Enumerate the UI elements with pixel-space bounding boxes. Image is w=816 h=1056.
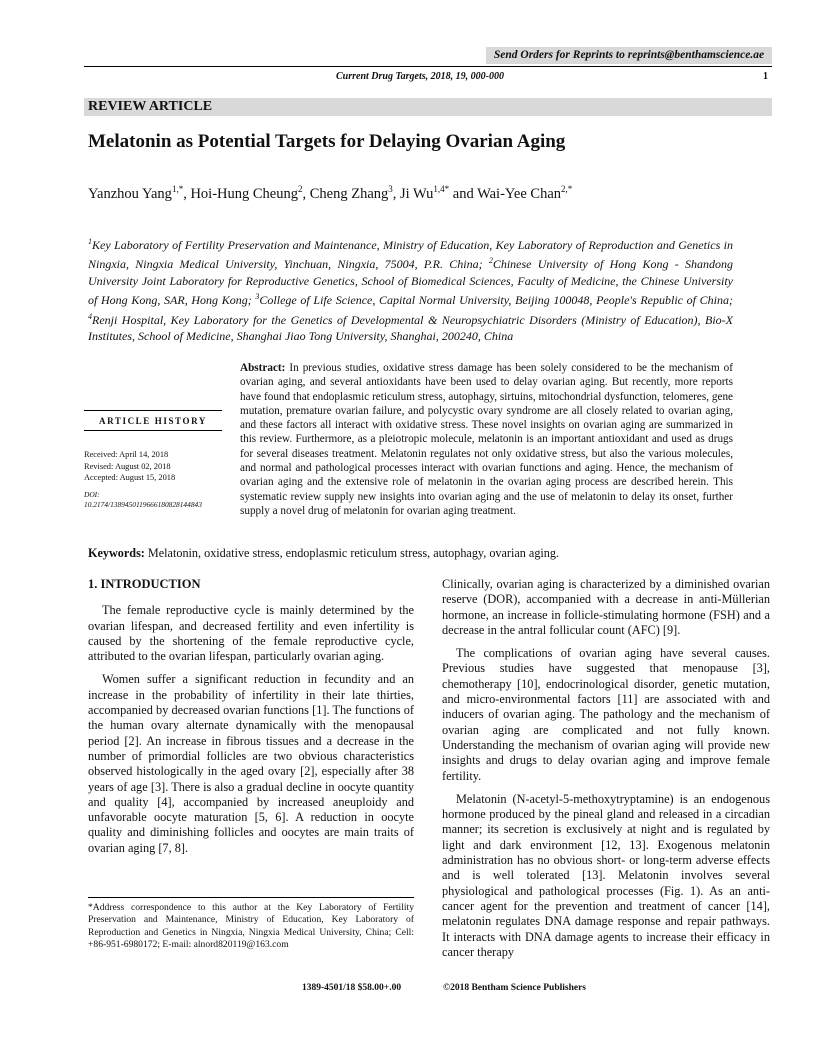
abstract-label: Abstract: (240, 362, 286, 374)
accepted-date: Accepted: August 15, 2018 (84, 473, 176, 482)
copyright: ©2018 Bentham Science Publishers (443, 983, 587, 993)
paragraph: The female reproductive cycle is mainly determined by the ovarian lifespan, and decreased fertility and even infertility is caused by the shortening of the female reproductive cycle, attributed to the ovarian lifespan, particularly ovarian aging. (88, 603, 414, 664)
author-separator: , (392, 185, 401, 202)
left-column (88, 577, 414, 864)
author-name: Wai-Yee Chan (477, 185, 562, 202)
affiliation-marker: 4 (88, 311, 92, 321)
section-label: REVIEW ARTICLE (88, 99, 213, 114)
author-affiliation-marker: 2 (297, 184, 303, 194)
paragraph: Women suffer a significant reduction in fecundity and an increase in the probability of infertility in their late thirties, accompanied by decreased ovarian functions [1]. The functions of the human ovary alternate dynamically with the menopausal period [2]. An increase in fibrous tissues and a decrease in the number of primordial follicles are two obvious characteristics observed histologically in the aged ovary [2], especially after 38 years of age [3]. There is also a gradual decline in oocyte quantity and quality [4], accompanied by increased aneuploidy and unfavorable oocyte maturation [5, 6]. A reduction in oocyte quality and diminishing follicles and oocytes are main traits of ovarian aging [7, 8]. (88, 672, 414, 855)
affiliation-marker: 2 (488, 256, 493, 266)
received-date: Received: April 14, 2018 (84, 450, 169, 459)
article-title: Melatonin as Potential Targets for Delaying Ovarian Aging (88, 131, 566, 152)
author-list (88, 184, 572, 203)
footnote-rule (88, 897, 414, 898)
author-separator: and (449, 185, 478, 202)
reprint-notice: Send Orders for Reprints to reprints@benthamscience.ae (486, 47, 772, 64)
affiliation-text: Chinese University of Hong Kong - Shandong University Joint Laboratory for Reproductive Genetics, School of Biomedical Sciences, Faculty of Medicine, the Chinese University of Hong Kong, SAR, Hong Kong; (88, 257, 733, 308)
page-number: 1 (763, 71, 768, 82)
paragraph: Melatonin (N-acetyl-5-methoxytryptamine) is an endogenous hormone produced by the pineal gland and released in a circadian manner; its secretion is exclusively at night and is regulated by light and dark environment [12, 13]. Exogenous melatonin administration has no obvious short- or long-term adverse effects and is well tolerated [13]. Melatonin involves several physiological and pathological processes (Fig. 1). As an anti-cancer agent for the prevention and treatment of cancer [14], melatonin regulates DNA damage response and repair pathways. It interacts with DNA damage agents to increase their efficacy in cancer therapy (442, 791, 770, 959)
author-separator: , (183, 185, 191, 202)
doi-label: DOI: (84, 489, 100, 499)
abstract-text: In previous studies, oxidative stress damage has been solely considered to be the mechanism of ovarian aging, and several antioxidants have been used to delay ovarian aging. But recently, more reports have found that endoplasmic reticulum stress, autophagy, sirtuins, mitochondrial dysfunction, telomeres, gene mutation, premature ovarian failure, and polycystic ovary syndrome are all closely related to ovarian aging, and these factors all interact with oxidative stress. These novel insights on ovarian aging are summarized in this review. Furthermore, as a pleiotropic molecule, melatonin is an important antioxidant and used as drugs for several diseases treatment. Melatonin regulates not only oxidative stress, but also the various molecules, and normal and pathological processes interact with ovarian functions and aging. Hence, the mechanism of ovarian aging and the extensive role of melatonin in the ovarian aging process are described herein. This systematic review supply new insights into ovarian aging and the use of melatonin to delay its onset, further supply a novel drug of melatonin for ovarian aging treatment. (240, 362, 733, 517)
affiliation-marker: 1 (88, 237, 92, 246)
abstract (240, 361, 733, 518)
keywords (88, 546, 559, 561)
affiliations (88, 234, 733, 344)
article-history-title: ARTICLE HISTORY (84, 410, 222, 431)
author-name: Ji Wu (400, 185, 434, 202)
right-column (442, 577, 770, 968)
revised-date: Revised: August 02, 2018 (84, 461, 171, 471)
author-name: Hoi-Hung Cheung (190, 185, 298, 202)
running-head: Current Drug Targets, 2018, 19, 000-000 (336, 71, 504, 82)
author-affiliation-marker: 2,* (561, 184, 573, 194)
keywords-text: Melatonin, oxidative stress, endoplasmic reticulum stress, autophagy, ovarian aging. (144, 546, 560, 560)
affiliation-text: College of Life Science, Capital Normal University, Beijing 100048, People's Republic of China; (259, 293, 733, 308)
correspondence-footnote: *Address correspondence to this author at the Key Laboratory of Fertility Preservation and Maintenance, Ministry of Education, Key Laboratory of Reproduction and Genetics in Ningxia, Ningxia Medical University, China; Cell: +86-951-6980172; E-mail: alnord820119@163.com (88, 902, 414, 950)
doi-link[interactable]: 10.2174/1389450119666180828144843 (84, 499, 202, 509)
issn-price: 1389-4501/18 $58.00+.00 (302, 983, 402, 993)
author-affiliation-marker: 3 (388, 184, 393, 194)
keywords-label: Keywords: (88, 546, 145, 560)
author-separator: , (302, 185, 310, 202)
section-heading-introduction: 1. INTRODUCTION (88, 577, 201, 591)
article-history (84, 410, 222, 510)
header-rule (84, 66, 772, 67)
paragraph: The complications of ovarian aging have several causes. Previous studies have suggested that menopause [3], chemotherapy [10], endocrinological disorder, genetic mutation, and micro-environmental factors [11] are associated with and inducers of ovarian aging. The pathology and the mechanism of ovarian aging are complicated and not fully known. Understanding the mechanism of ovarian aging will provide new insights and drugs to delay ovarian aging and improve female fertility. (442, 646, 770, 783)
author-name: Cheng Zhang (309, 185, 389, 202)
author-affiliation-marker: 1,* (171, 184, 184, 194)
author-affiliation-marker: 1,4* (433, 184, 450, 194)
affiliation-text: Renji Hospital, Key Laboratory for the Genetics of Developmental & Neuropsychiatric Disorders (Ministry of Education), Bio-X Institutes, School of Medicine, Shanghai Jiao Tong University, Shanghai, 200240, China (88, 312, 733, 344)
paragraph: Clinically, ovarian aging is characterized by a diminished ovarian reserve (DOR), accompanied with a decrease in anti-Müllerian hormone, an increase in follicle-stimulating hormone (FSH) and a decrease in the antral follicular count (AFC) [9]. (442, 577, 770, 637)
author-name: Yanzhou Yang (88, 185, 172, 202)
affiliation-text: Key Laboratory of Fertility Preservation and Maintenance, Ministry of Education, Key Laboratory of Reproduction and Genetics in Ningxia, Ningxia Medical University, Yinchuan, Ningxia, 75004, P.R. China; (88, 238, 733, 272)
affiliation-marker: 3 (255, 292, 260, 302)
